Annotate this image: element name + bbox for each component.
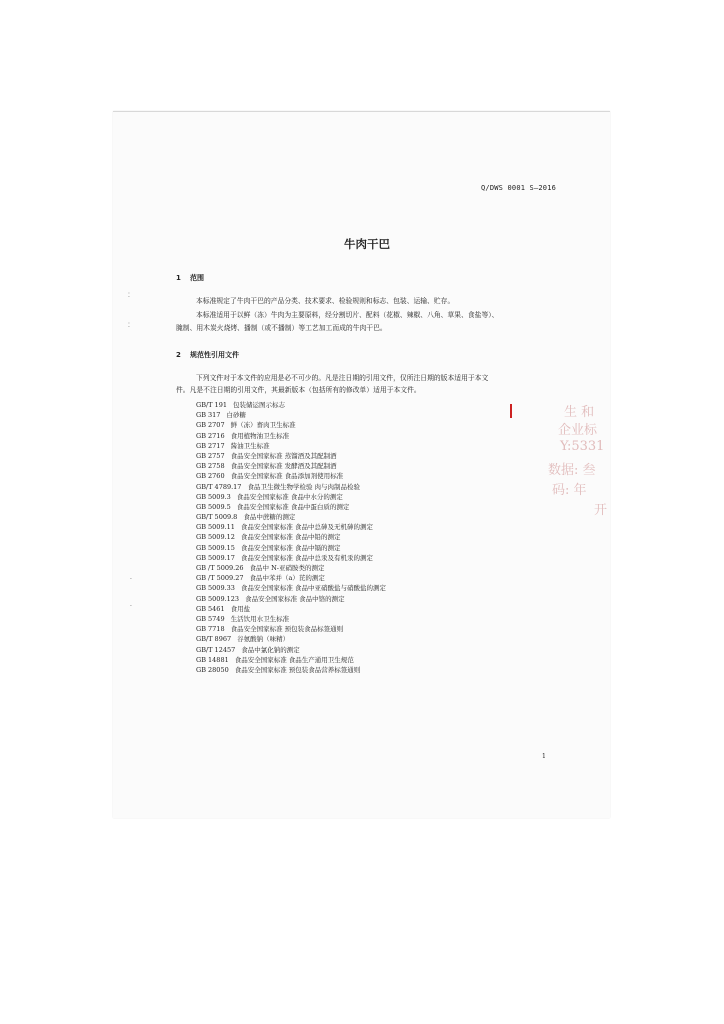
ref-title: 生活饮用水卫生标准 <box>230 614 290 623</box>
list-item <box>196 441 386 451</box>
section-1-para-2-line-2: 腌制、用木炭火烧烤、播制（或不播制）等工艺加工而成的牛肉干巴。 <box>176 324 387 332</box>
ref-code: GB 5009.17 <box>196 553 235 562</box>
margin-mark: · <box>130 603 132 610</box>
list-item <box>196 492 386 502</box>
ref-title: 食用盐 <box>230 604 251 613</box>
ref-code: GB/T 12457 <box>196 645 236 654</box>
list-item <box>196 645 386 655</box>
ref-code: GB 2758 <box>196 462 225 471</box>
list-item <box>196 410 386 420</box>
ref-title: 食品安全国家标准 食品中亚硝酸盐与硝酸盐的测定 <box>240 584 386 593</box>
ref-code: GB 5009.11 <box>196 523 235 532</box>
registration-stamp <box>508 399 616 519</box>
ref-title: 食品安全国家标准 预包装食品营养标签通则 <box>234 665 361 674</box>
section-1-para-1: 本标准规定了牛肉干巴的产品分类、技术要求、检验规则和标志、包装、运输、贮存。 <box>196 297 455 305</box>
list-item <box>196 573 386 583</box>
ref-code: GB /T 5009.27 <box>196 574 244 583</box>
ref-title: 食品安全国家标准 蒸馏酒及其配制酒 <box>230 451 337 460</box>
list-item <box>196 431 386 441</box>
ref-code: GB 5009.12 <box>196 533 235 542</box>
list-item <box>196 665 386 675</box>
section-1-para-2-line-1: 本标准适用于以鲜（冻）牛肉为主要原料，经分割切片、配料（花椒、辣椒、八角、草果、食盐等）、 <box>196 311 499 319</box>
ref-code: GB/T 8967 <box>196 635 232 644</box>
ref-code: GB 28050 <box>196 665 229 674</box>
list-item <box>196 624 386 634</box>
stamp-line: 生 和 <box>564 405 595 420</box>
list-item <box>196 471 386 481</box>
stamp-line: 开 <box>594 503 608 518</box>
ref-title: 酱油卫生标准 <box>230 441 270 450</box>
ref-title: 食品安全国家标准 食品生产通用卫生规范 <box>234 655 354 664</box>
ref-code: GB /T 5009.26 <box>196 564 244 572</box>
stamp-line: 企业标 <box>558 423 598 438</box>
ref-code: GB 7718 <box>196 625 225 634</box>
ref-title: 食品中 N-亚硝胺类的测定 <box>249 564 325 572</box>
ref-code: GB 2716 <box>196 431 225 440</box>
list-item <box>196 522 386 532</box>
normative-references-list <box>196 400 386 675</box>
ref-title: 食品安全国家标准 食品中总汞及有机汞的测定 <box>240 553 373 562</box>
list-item <box>196 594 386 604</box>
ref-code: GB/T 191 <box>196 401 227 409</box>
ref-code: GB/T 5009.8 <box>196 513 238 522</box>
ref-code: GB 5009.33 <box>196 584 235 593</box>
ref-title: 食品中氯化钠的测定 <box>241 645 300 654</box>
ref-code: GB 5749 <box>196 614 225 623</box>
ref-title: 食品中苯并（a）芘的测定 <box>249 574 325 583</box>
stamp-line: 码: 年 <box>552 483 587 498</box>
ref-title: 食品安全国家标准 食品中总砷及无机砷的测定 <box>240 523 373 532</box>
ref-title: 食品中蔗糖的测定 <box>243 513 296 522</box>
ref-title: 食品安全国家标准 食品中铅的测定 <box>240 533 341 542</box>
section-2-intro-line-2: 件。凡是不注日期的引用文件，其最新版本（包括所有的修改单）适用于本文件。 <box>176 386 421 394</box>
margin-mark: · <box>130 576 132 583</box>
list-item <box>196 420 386 430</box>
ref-code: GB 5009.3 <box>196 492 231 501</box>
ref-title: 食用植物油卫生标准 <box>230 431 290 440</box>
section-number: 2 <box>176 351 181 359</box>
list-item <box>196 655 386 665</box>
list-item <box>196 563 386 573</box>
stamp-line: 数据: 叁 <box>548 463 596 478</box>
document-title: 牛肉干巴 <box>344 237 390 251</box>
ref-title: 包装储运图示标志 <box>232 401 285 409</box>
page-number: 1 <box>542 753 546 760</box>
section-heading-text: 规范性引用文件 <box>190 351 239 359</box>
margin-mark: ⁚ <box>128 292 130 299</box>
ref-title: 食品卫生微生物学检验 肉与肉制品检验 <box>247 482 361 491</box>
ref-title: 食品安全国家标准 食品中水分的测定 <box>236 492 343 501</box>
list-item <box>196 553 386 563</box>
ref-code: GB 5461 <box>196 604 225 613</box>
ref-code: GB 2707 <box>196 421 225 430</box>
ref-title: 食品安全国家标准 食品中铬的测定 <box>245 594 345 603</box>
ref-title: 谷氨酸钠（味精） <box>237 635 290 644</box>
ref-title: 食品安全国家标准 预包装食品标签通则 <box>230 625 344 634</box>
ref-code: GB 317 <box>196 411 221 420</box>
margin-mark: ⁚ <box>128 322 130 329</box>
section-2-intro-line-1: 下列文件对于本文件的应用是必不可少的。凡是注日期的引用文件，仅所注日期的版本适用于本文 <box>196 374 489 382</box>
ref-title: 食品安全国家标准 食品中镉的测定 <box>240 543 341 552</box>
list-item <box>196 634 386 644</box>
section-heading-text: 范围 <box>190 274 204 282</box>
list-item <box>196 451 386 461</box>
section-1-heading <box>176 273 204 283</box>
ref-title: 鲜（冻）畜肉卫生标准 <box>230 421 296 430</box>
document-id: Q/DWS 0001 S—2016 <box>481 184 557 192</box>
ref-code: GB 2717 <box>196 441 225 450</box>
list-item <box>196 532 386 542</box>
list-item <box>196 482 386 492</box>
ref-code: GB 5009.123 <box>196 594 240 603</box>
stamp-line: Y:5331 <box>560 439 605 454</box>
list-item <box>196 512 386 522</box>
ref-code: GB 5009.15 <box>196 543 235 552</box>
ref-code: GB 14881 <box>196 655 229 664</box>
ref-code: GB 2760 <box>196 472 225 481</box>
list-item <box>196 400 386 410</box>
ref-code: GB 2757 <box>196 451 225 460</box>
list-item <box>196 461 386 471</box>
ref-title: 食品安全国家标准 发酵酒及其配制酒 <box>230 462 337 471</box>
ref-title: 白砂糖 <box>226 411 246 420</box>
list-item <box>196 583 386 593</box>
section-number: 1 <box>176 274 181 282</box>
section-2-heading <box>176 350 239 360</box>
list-item <box>196 502 386 512</box>
list-item <box>196 543 386 553</box>
list-item <box>196 604 386 614</box>
ref-code: GB 5009.5 <box>196 502 231 511</box>
list-item <box>196 614 386 624</box>
ref-code: GB/T 4789.17 <box>196 482 242 491</box>
ref-title: 食品安全国家标准 食品添加剂使用标准 <box>230 472 344 481</box>
ref-title: 食品安全国家标准 食品中蛋白质的测定 <box>236 502 350 511</box>
